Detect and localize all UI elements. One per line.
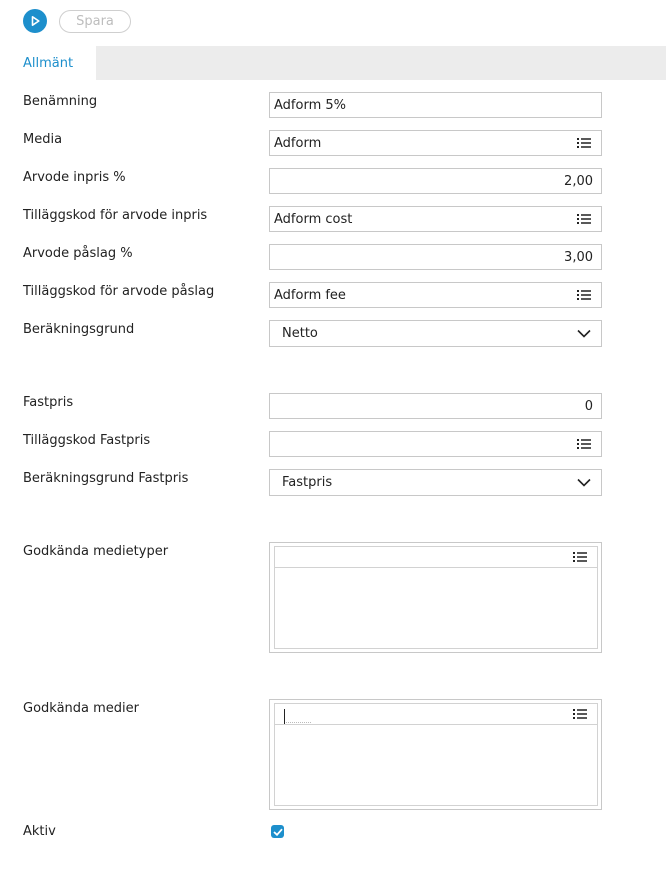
godkanda-medietyper-list[interactable] bbox=[274, 567, 598, 649]
godkanda-medier-search[interactable] bbox=[274, 703, 598, 725]
arvode-paslag-input[interactable] bbox=[269, 244, 602, 270]
list-icon[interactable] bbox=[573, 433, 595, 455]
godkanda-medietyper-multiselect bbox=[269, 542, 602, 653]
benamning-label: Benämning bbox=[23, 94, 98, 109]
benamning-input[interactable] bbox=[269, 92, 602, 118]
arvode-paslag-value: 3,00 bbox=[564, 249, 593, 265]
caret-underline bbox=[286, 722, 311, 723]
fastpris-label: Fastpris bbox=[23, 395, 74, 410]
berakningsgrund-fastpris-value: Fastpris bbox=[282, 475, 333, 490]
arvode-paslag-label: Arvode påslag % bbox=[23, 246, 133, 261]
media-value: Adform bbox=[274, 135, 322, 151]
media-label: Media bbox=[23, 132, 63, 147]
arvode-inpris-input[interactable] bbox=[269, 168, 602, 194]
godkanda-medier-multiselect bbox=[269, 699, 602, 810]
tab-bar bbox=[0, 46, 666, 80]
play-icon bbox=[29, 15, 41, 27]
tillaggskod-inpris-input[interactable] bbox=[269, 206, 602, 232]
berakningsgrund-label: Beräkningsgrund bbox=[23, 322, 135, 337]
arvode-inpris-label: Arvode inpris % bbox=[23, 170, 126, 185]
tillaggskod-inpris-label: Tilläggskod för arvode inpris bbox=[23, 208, 208, 223]
tillaggskod-fastpris-label: Tilläggskod Fastpris bbox=[23, 433, 151, 448]
chevron-down-icon bbox=[573, 472, 595, 494]
benamning-value: Adform 5% bbox=[274, 97, 346, 113]
tillaggskod-inpris-value: Adform cost bbox=[274, 211, 353, 227]
berakningsgrund-fastpris-label: Beräkningsgrund Fastpris bbox=[23, 471, 189, 486]
godkanda-medier-list[interactable] bbox=[274, 724, 598, 806]
fastpris-input[interactable] bbox=[269, 393, 602, 419]
godkanda-medier-label: Godkända medier bbox=[23, 701, 140, 716]
tillaggskod-paslag-input[interactable] bbox=[269, 282, 602, 308]
tillaggskod-fastpris-input[interactable] bbox=[269, 431, 602, 457]
tillaggskod-paslag-label: Tilläggskod för arvode påslag bbox=[23, 284, 215, 299]
berakningsgrund-select[interactable] bbox=[269, 320, 602, 347]
arvode-inpris-value: 2,00 bbox=[564, 173, 593, 189]
checkmark-icon bbox=[273, 828, 283, 836]
tab-allmant[interactable]: Allmänt bbox=[0, 46, 96, 80]
list-icon[interactable] bbox=[573, 284, 595, 306]
run-button[interactable] bbox=[23, 9, 47, 33]
list-icon[interactable] bbox=[573, 208, 595, 230]
godkanda-medietyper-label: Godkända medietyper bbox=[23, 544, 169, 559]
list-icon[interactable] bbox=[569, 546, 591, 568]
fastpris-value: 0 bbox=[584, 398, 593, 414]
aktiv-checkbox[interactable] bbox=[271, 825, 284, 838]
list-icon[interactable] bbox=[569, 703, 591, 725]
save-button[interactable]: Spara bbox=[59, 10, 131, 33]
godkanda-medietyper-search[interactable] bbox=[274, 546, 598, 568]
media-input[interactable] bbox=[269, 130, 602, 156]
text-caret bbox=[284, 709, 285, 725]
list-icon[interactable] bbox=[573, 132, 595, 154]
berakningsgrund-fastpris-select[interactable] bbox=[269, 469, 602, 496]
berakningsgrund-value: Netto bbox=[282, 326, 318, 341]
aktiv-label: Aktiv bbox=[23, 824, 56, 839]
tillaggskod-paslag-value: Adform fee bbox=[274, 287, 346, 303]
toolbar bbox=[0, 0, 666, 44]
chevron-down-icon bbox=[573, 323, 595, 345]
